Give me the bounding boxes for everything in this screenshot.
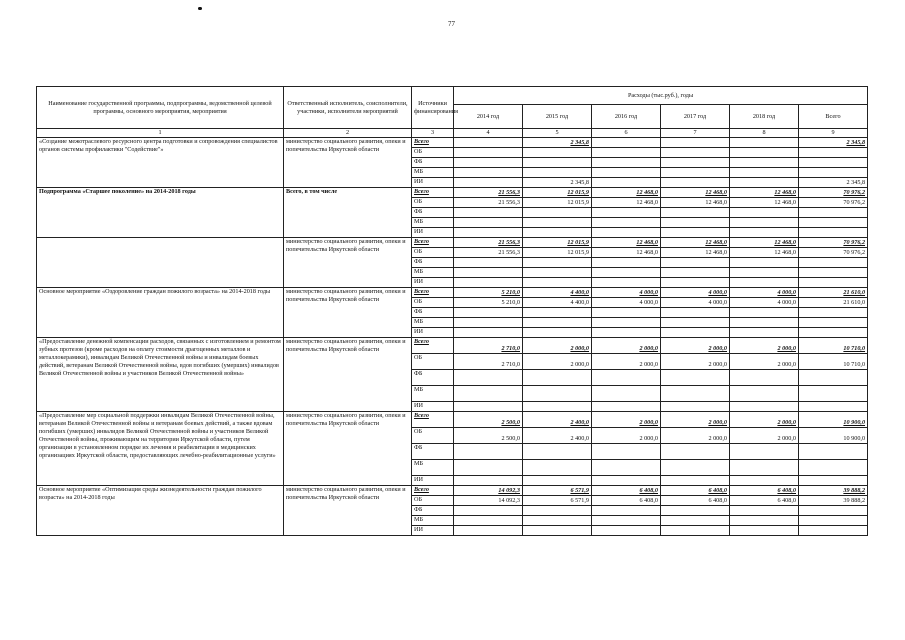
amount-cell <box>523 268 592 278</box>
amount-cell <box>799 158 868 168</box>
amount-cell <box>799 228 868 238</box>
amount-cell <box>799 328 868 338</box>
amount-cell <box>454 208 523 218</box>
amount-cell: 2 000,0 <box>730 428 799 444</box>
amount-cell <box>799 148 868 158</box>
funding-source: ОБ <box>412 496 454 506</box>
amount-cell: 12 468,0 <box>592 238 661 248</box>
amount-cell <box>799 386 868 402</box>
amount-cell <box>454 476 523 486</box>
funding-source: МБ <box>412 218 454 228</box>
amount-cell: 10 710,0 <box>799 338 868 354</box>
header-index: 2 <box>284 129 412 138</box>
header-year: 2017 год <box>661 105 730 129</box>
amount-cell <box>730 178 799 188</box>
amount-cell: 10 900,0 <box>799 412 868 428</box>
amount-cell <box>523 526 592 536</box>
amount-cell: 2 000,0 <box>730 412 799 428</box>
funding-source: Всего <box>412 138 454 148</box>
amount-cell <box>661 444 730 460</box>
amount-cell <box>523 228 592 238</box>
funding-source: Всего <box>412 338 454 354</box>
amount-cell: 2 000,0 <box>661 338 730 354</box>
amount-cell <box>730 328 799 338</box>
expenses-table <box>36 86 868 536</box>
amount-cell <box>661 402 730 412</box>
funding-source: ФБ <box>412 308 454 318</box>
amount-cell: 2 710,0 <box>454 338 523 354</box>
amount-cell: 2 000,0 <box>730 338 799 354</box>
amount-cell <box>799 258 868 268</box>
amount-cell: 2 400,0 <box>523 428 592 444</box>
header-year: 2014 год <box>454 105 523 129</box>
amount-cell: 5 210,0 <box>454 288 523 298</box>
amount-cell <box>592 178 661 188</box>
amount-cell <box>661 148 730 158</box>
amount-cell <box>592 460 661 476</box>
amount-cell: 12 468,0 <box>661 188 730 198</box>
amount-cell <box>592 328 661 338</box>
executor: министерство социального развития, опеки и попечительства Иркутской области <box>284 486 412 536</box>
amount-cell <box>661 460 730 476</box>
amount-cell <box>730 218 799 228</box>
amount-cell <box>454 318 523 328</box>
amount-cell: 14 092,3 <box>454 486 523 496</box>
amount-cell: 2 000,0 <box>523 338 592 354</box>
amount-cell <box>799 208 868 218</box>
amount-cell <box>661 386 730 402</box>
amount-cell <box>799 308 868 318</box>
amount-cell <box>730 308 799 318</box>
amount-cell <box>730 148 799 158</box>
amount-cell: 2 345,8 <box>523 138 592 148</box>
amount-cell <box>523 218 592 228</box>
amount-cell <box>661 268 730 278</box>
amount-cell <box>661 328 730 338</box>
amount-cell: 12 468,0 <box>730 238 799 248</box>
funding-source: МБ <box>412 386 454 402</box>
amount-cell: 2 500,0 <box>454 412 523 428</box>
amount-cell <box>730 278 799 288</box>
amount-cell: 6 571,9 <box>523 496 592 506</box>
amount-cell <box>730 318 799 328</box>
amount-cell <box>799 278 868 288</box>
amount-cell <box>661 476 730 486</box>
amount-cell <box>454 158 523 168</box>
header-year: 2016 год <box>592 105 661 129</box>
program-name: Основное мероприятие «Оздоровление граждан пожилого возраста» на 2014-2018 годы <box>37 288 284 338</box>
amount-cell <box>454 516 523 526</box>
amount-cell: 6 408,0 <box>661 486 730 496</box>
executor: министерство социального развития, опеки и попечительства Иркутской области <box>284 238 412 288</box>
funding-source: ФБ <box>412 444 454 460</box>
funding-source: ИИ <box>412 178 454 188</box>
amount-cell <box>523 460 592 476</box>
header-year: 2018 год <box>730 105 799 129</box>
amount-cell <box>454 444 523 460</box>
amount-cell: 70 976,2 <box>799 248 868 258</box>
amount-cell <box>523 476 592 486</box>
header-index: 7 <box>661 129 730 138</box>
amount-cell <box>592 308 661 318</box>
amount-cell <box>523 308 592 318</box>
amount-cell <box>454 138 523 148</box>
amount-cell <box>592 506 661 516</box>
header-name: Наименование государственной программы, подпрограммы, ведомственной целевой программы, основного мероприятия, мероприятия <box>37 87 284 129</box>
funding-source: ИИ <box>412 526 454 536</box>
amount-cell: 70 976,2 <box>799 188 868 198</box>
executor: министерство социального развития, опеки и попечительства Иркутской области <box>284 412 412 486</box>
amount-cell <box>592 278 661 288</box>
amount-cell <box>454 228 523 238</box>
amount-cell <box>454 460 523 476</box>
amount-cell <box>799 526 868 536</box>
funding-source: ОБ <box>412 354 454 370</box>
amount-cell: 12 468,0 <box>730 198 799 208</box>
amount-cell: 6 408,0 <box>592 496 661 506</box>
amount-cell <box>799 268 868 278</box>
amount-cell <box>661 208 730 218</box>
amount-cell: 70 976,2 <box>799 198 868 208</box>
amount-cell <box>523 328 592 338</box>
amount-cell <box>592 444 661 460</box>
amount-cell <box>454 386 523 402</box>
funding-source: Всего <box>412 238 454 248</box>
amount-cell: 2 000,0 <box>661 428 730 444</box>
amount-cell <box>730 476 799 486</box>
funding-source: ОБ <box>412 428 454 444</box>
header-index: 9 <box>799 129 868 138</box>
amount-cell <box>523 506 592 516</box>
funding-source: ФБ <box>412 208 454 218</box>
amount-cell <box>454 370 523 386</box>
amount-cell <box>523 444 592 460</box>
amount-cell <box>661 218 730 228</box>
amount-cell <box>799 460 868 476</box>
amount-cell: 6 408,0 <box>730 486 799 496</box>
amount-cell: 2 000,0 <box>592 354 661 370</box>
amount-cell <box>799 506 868 516</box>
amount-cell: 2 400,0 <box>523 412 592 428</box>
executor: министерство социального развития, опеки и попечительства Иркутской области <box>284 138 412 188</box>
amount-cell <box>799 476 868 486</box>
funding-source: Всего <box>412 188 454 198</box>
amount-cell: 12 468,0 <box>592 198 661 208</box>
amount-cell <box>661 516 730 526</box>
amount-cell: 12 468,0 <box>661 198 730 208</box>
amount-cell: 4 000,0 <box>592 288 661 298</box>
amount-cell: 4 000,0 <box>661 288 730 298</box>
amount-cell <box>454 402 523 412</box>
header-index: 3 <box>412 129 454 138</box>
amount-cell <box>592 526 661 536</box>
amount-cell <box>454 506 523 516</box>
amount-cell: 21 556,3 <box>454 198 523 208</box>
amount-cell: 21 556,3 <box>454 188 523 198</box>
funding-source: ИИ <box>412 402 454 412</box>
funding-source: Всего <box>412 288 454 298</box>
amount-cell <box>799 370 868 386</box>
amount-cell <box>661 506 730 516</box>
header-source: Источники финансирования <box>412 87 454 129</box>
amount-cell <box>454 278 523 288</box>
amount-cell <box>523 168 592 178</box>
amount-cell <box>592 218 661 228</box>
header-executor: Ответственный исполнитель, соисполнители, участники, исполнители мероприятий <box>284 87 412 129</box>
amount-cell <box>730 402 799 412</box>
amount-cell: 2 000,0 <box>592 428 661 444</box>
funding-source: ФБ <box>412 370 454 386</box>
header-year: 2015 год <box>523 105 592 129</box>
amount-cell <box>661 370 730 386</box>
amount-cell <box>730 506 799 516</box>
amount-cell: 12 468,0 <box>730 248 799 258</box>
amount-cell <box>592 148 661 158</box>
amount-cell: 21 556,3 <box>454 238 523 248</box>
amount-cell <box>523 208 592 218</box>
amount-cell <box>661 308 730 318</box>
amount-cell <box>523 258 592 268</box>
funding-source: ИИ <box>412 278 454 288</box>
amount-cell <box>454 328 523 338</box>
program-name: «Предоставление мер социальной поддержки инвалидам Великой Отечественной войны, ветеранам Великой Отечественной войны и ветеранам боевых действий, а также вдовам погибших (умерших) инвалидов Великой Отечественной войны и участников Великой Отечественной войны, проживающим на территории Иркутской области, путем организации в установленном порядке их лечения и реабилитации в медицинских организациях Иркутской области, предоставляющих лечебно-реабилитационные услуги» <box>37 412 284 486</box>
amount-cell <box>730 168 799 178</box>
header-index: 5 <box>523 129 592 138</box>
amount-cell: 70 976,2 <box>799 238 868 248</box>
amount-cell <box>523 318 592 328</box>
amount-cell <box>523 158 592 168</box>
amount-cell: 4 000,0 <box>661 298 730 308</box>
amount-cell: 21 610,0 <box>799 288 868 298</box>
program-name: «Создание межотраслевого ресурсного центра подготовки и сопровождения специалистов органов системы профилактики "Содействие"» <box>37 138 284 188</box>
amount-cell <box>799 218 868 228</box>
amount-cell: 12 468,0 <box>730 188 799 198</box>
amount-cell: 5 210,0 <box>454 298 523 308</box>
amount-cell <box>661 526 730 536</box>
funding-source: Всего <box>412 412 454 428</box>
program-name <box>37 238 284 288</box>
amount-cell <box>661 278 730 288</box>
funding-source: ФБ <box>412 258 454 268</box>
amount-cell: 2 345,8 <box>799 138 868 148</box>
program-name: «Предоставление денежной компенсации расходов, связанных с изготовлением и ремонтом зубных протезов (кроме расходов на оплату стоимости драгоценных металлов и металлокерамики), инвалидам Великой Отечественной войны и инвалидам боевых действий, ветеранам Великой Отечественной войны, вдов погибших (умерших) инвалидов Великой Отечественной войны и участников Великой Отечественной войны» <box>37 338 284 412</box>
amount-cell <box>592 318 661 328</box>
amount-cell <box>799 444 868 460</box>
amount-cell: 4 400,0 <box>523 298 592 308</box>
amount-cell <box>661 138 730 148</box>
amount-cell: 2 000,0 <box>661 354 730 370</box>
amount-cell: 12 468,0 <box>592 248 661 258</box>
amount-cell: 12 468,0 <box>661 238 730 248</box>
funding-source: Всего <box>412 486 454 496</box>
amount-cell <box>730 460 799 476</box>
program-name: Основное мероприятие «Оптимизация среды жизнедеятельности граждан пожилого возраста» на 2014-2018 годы <box>37 486 284 536</box>
amount-cell: 2 000,0 <box>730 354 799 370</box>
amount-cell: 2 000,0 <box>592 338 661 354</box>
amount-cell <box>730 268 799 278</box>
header-index: 8 <box>730 129 799 138</box>
amount-cell <box>523 370 592 386</box>
amount-cell <box>730 228 799 238</box>
executor: министерство социального развития, опеки и попечительства Иркутской области <box>284 338 412 412</box>
executor: Всего, в том числе <box>284 188 412 238</box>
amount-cell <box>523 148 592 158</box>
amount-cell <box>523 278 592 288</box>
funding-source: ОБ <box>412 198 454 208</box>
funding-source: ОБ <box>412 298 454 308</box>
amount-cell <box>730 526 799 536</box>
amount-cell <box>592 138 661 148</box>
funding-source: МБ <box>412 318 454 328</box>
amount-cell: 21 556,3 <box>454 248 523 258</box>
amount-cell: 10 900,0 <box>799 428 868 444</box>
amount-cell <box>454 218 523 228</box>
amount-cell <box>730 258 799 268</box>
amount-cell: 12 015,9 <box>523 188 592 198</box>
ink-dot <box>198 7 202 10</box>
funding-source: ФБ <box>412 158 454 168</box>
amount-cell <box>523 516 592 526</box>
amount-cell <box>592 386 661 402</box>
funding-source: ФБ <box>412 506 454 516</box>
amount-cell <box>661 228 730 238</box>
amount-cell <box>523 402 592 412</box>
funding-source: МБ <box>412 516 454 526</box>
amount-cell <box>730 386 799 402</box>
header-index: 4 <box>454 129 523 138</box>
amount-cell: 2 500,0 <box>454 428 523 444</box>
amount-cell: 2 000,0 <box>592 412 661 428</box>
amount-cell: 12 015,9 <box>523 238 592 248</box>
amount-cell <box>592 476 661 486</box>
amount-cell: 2 000,0 <box>523 354 592 370</box>
amount-cell <box>454 268 523 278</box>
amount-cell <box>730 444 799 460</box>
amount-cell: 21 610,0 <box>799 298 868 308</box>
amount-cell <box>730 516 799 526</box>
amount-cell <box>799 168 868 178</box>
amount-cell <box>454 168 523 178</box>
amount-cell <box>454 148 523 158</box>
amount-cell <box>661 178 730 188</box>
amount-cell: 39 888,2 <box>799 496 868 506</box>
amount-cell: 2 345,8 <box>799 178 868 188</box>
header-index: 1 <box>37 129 284 138</box>
amount-cell <box>661 318 730 328</box>
funding-source: ИИ <box>412 476 454 486</box>
amount-cell: 2 710,0 <box>454 354 523 370</box>
amount-cell <box>799 516 868 526</box>
amount-cell <box>592 158 661 168</box>
funding-source: ИИ <box>412 328 454 338</box>
header-index: 6 <box>592 129 661 138</box>
amount-cell <box>592 208 661 218</box>
funding-source: ОБ <box>412 248 454 258</box>
amount-cell <box>799 402 868 412</box>
amount-cell <box>592 258 661 268</box>
program-name: Подпрограмма «Старшее поколение» на 2014-2018 годы <box>37 188 284 238</box>
amount-cell <box>661 158 730 168</box>
amount-cell <box>454 178 523 188</box>
amount-cell: 10 710,0 <box>799 354 868 370</box>
amount-cell: 6 408,0 <box>592 486 661 496</box>
amount-cell <box>661 168 730 178</box>
header-year: Всего <box>799 105 868 129</box>
amount-cell: 4 400,0 <box>523 288 592 298</box>
amount-cell: 12 468,0 <box>661 248 730 258</box>
amount-cell: 12 468,0 <box>592 188 661 198</box>
amount-cell <box>730 208 799 218</box>
amount-cell: 2 345,8 <box>523 178 592 188</box>
amount-cell <box>661 258 730 268</box>
amount-cell <box>592 402 661 412</box>
header-expenses: Расходы (тыс.руб.), годы <box>454 87 868 105</box>
amount-cell <box>592 228 661 238</box>
amount-cell: 12 015,9 <box>523 198 592 208</box>
amount-cell <box>799 318 868 328</box>
amount-cell: 2 000,0 <box>661 412 730 428</box>
page-number: 77 <box>448 20 455 28</box>
amount-cell: 4 000,0 <box>730 288 799 298</box>
amount-cell <box>730 138 799 148</box>
funding-source: МБ <box>412 268 454 278</box>
executor: министерство социального развития, опеки и попечительства Иркутской области <box>284 288 412 338</box>
amount-cell <box>592 168 661 178</box>
amount-cell <box>454 308 523 318</box>
amount-cell <box>592 370 661 386</box>
funding-source: ОБ <box>412 148 454 158</box>
amount-cell <box>454 258 523 268</box>
amount-cell: 14 092,3 <box>454 496 523 506</box>
amount-cell: 6 571,9 <box>523 486 592 496</box>
amount-cell <box>592 268 661 278</box>
amount-cell: 6 408,0 <box>661 496 730 506</box>
amount-cell: 4 000,0 <box>730 298 799 308</box>
amount-cell <box>523 386 592 402</box>
amount-cell <box>592 516 661 526</box>
amount-cell <box>730 158 799 168</box>
amount-cell: 4 000,0 <box>592 298 661 308</box>
amount-cell: 39 888,2 <box>799 486 868 496</box>
amount-cell: 12 015,9 <box>523 248 592 258</box>
amount-cell <box>454 526 523 536</box>
funding-source: ИИ <box>412 228 454 238</box>
funding-source: МБ <box>412 168 454 178</box>
amount-cell <box>730 370 799 386</box>
funding-source: МБ <box>412 460 454 476</box>
amount-cell: 6 408,0 <box>730 496 799 506</box>
